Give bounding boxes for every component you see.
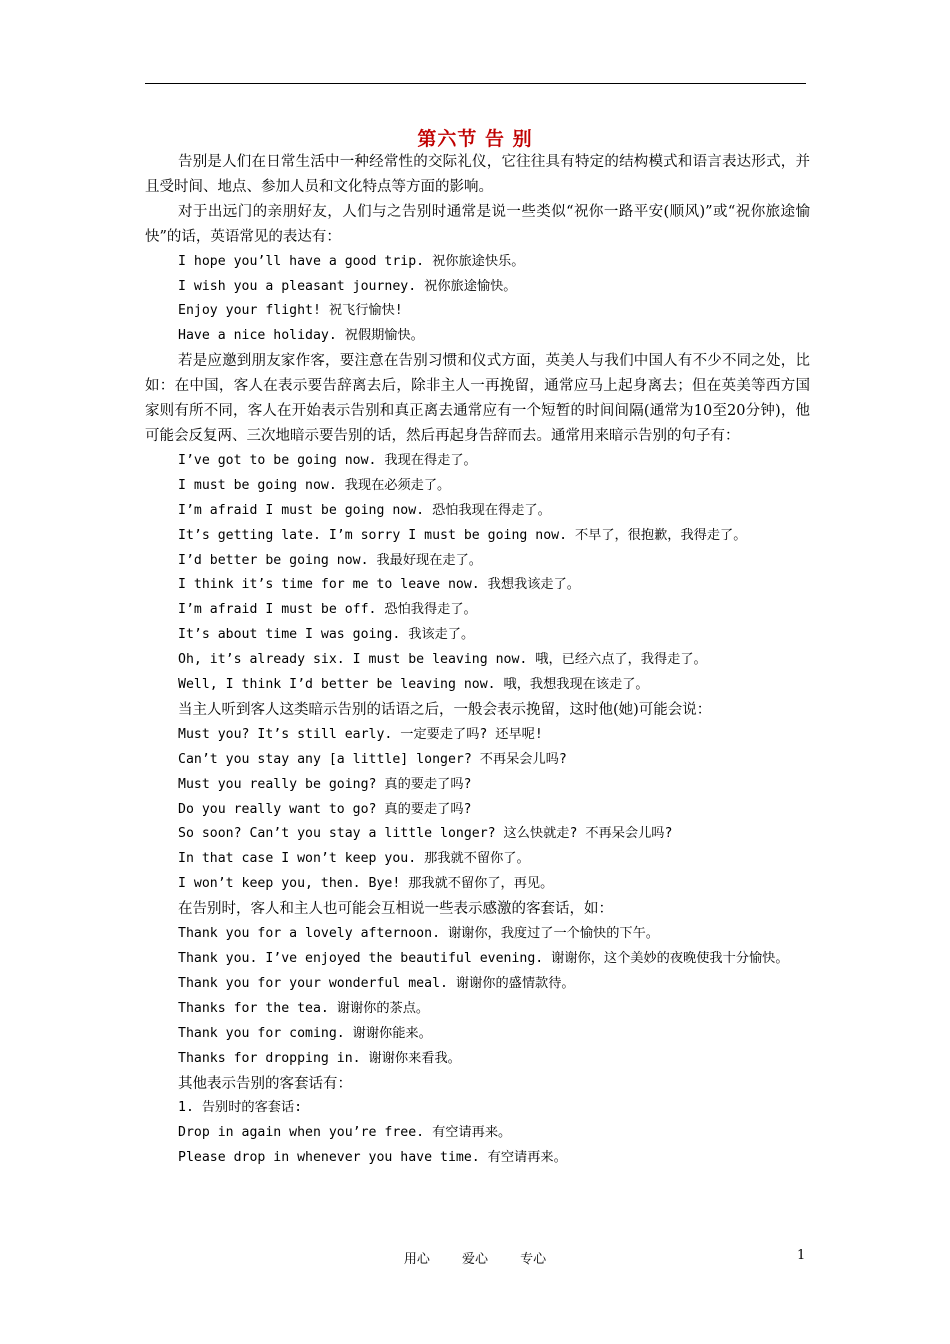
host-reply: Must you? It’s still early. 一定要走了吗? 还早呢! xyxy=(178,726,543,742)
document-body xyxy=(145,150,810,1171)
thanks-phrase: Thanks for the tea. 谢谢你的茶点。 xyxy=(178,1000,430,1016)
hint-phrase: I think it’s time for me to leave now. 我想我该走了。 xyxy=(178,577,580,593)
hint-phrase: It’s about time I was going. 我该走了。 xyxy=(178,627,475,643)
footer-word: 爱心 xyxy=(461,1252,488,1267)
host-paragraph: 当主人听到客人这类暗示告别的话语之后，一般会表示挽留，这时他(她)可能会说： xyxy=(178,701,712,718)
footer-word: 用心 xyxy=(403,1252,430,1267)
farewell-phrase: Drop in again when you’re free. 有空请再来。 xyxy=(178,1125,512,1141)
thanks-phrase: Thanks for dropping in. 谢谢你来看我。 xyxy=(178,1050,461,1066)
host-reply: In that case I won’t keep you. 那我就不留你了。 xyxy=(178,851,530,867)
page-title: 第六节 告 别 xyxy=(417,128,533,150)
hint-phrase: Oh, it’s already six. I must be leaving now. 哦，已经六点了，我得走了。 xyxy=(178,652,707,668)
thanks-phrase: Thank you for coming. 谢谢你能来。 xyxy=(178,1025,432,1041)
hint-phrase: I’ve got to be going now. 我现在得走了。 xyxy=(178,452,477,468)
hint-phrase: Well, I think I’d better be leaving now. 哦，我想我现在该走了。 xyxy=(178,677,649,693)
header-rule xyxy=(145,83,806,84)
section-heading: 1. 告别时的客套话: xyxy=(178,1100,303,1116)
footer-motto xyxy=(0,1248,950,1267)
page-number: 1 xyxy=(797,1248,806,1263)
host-reply: I won’t keep you, then. Bye! 那我就不留你了，再见。 xyxy=(178,876,554,892)
farewell-phrase: Please drop in whenever you have time. 有空请再来。 xyxy=(178,1150,567,1166)
hint-phrase: I’d better be going now. 我最好现在走了。 xyxy=(178,552,482,568)
trip-phrase: I wish you a pleasant journey. 祝你旅途愉快。 xyxy=(178,278,517,294)
host-reply: So soon? Can’t you stay a little longer? 这么快就走? 不再呆会儿吗? xyxy=(178,826,673,842)
hint-phrase: It’s getting late. I’m sorry I must be going now. 不早了，很抱歉，我得走了。 xyxy=(178,527,747,543)
visit-paragraph: 若是应邀到朋友家作客，要注意在告别习惯和仪式方面，英美人与我们中国人有不少不同之处，比如：在中国，客人在表示要告辞离去后，除非主人一再挽留，通常应马上起身离去；但在英美等西方国家则有所不同，客人在开始表示告别和真正离去通常应有一个短暂的时间间隔(通常为10至20分钟)，他可能会反复两、三次地暗示要告别的话，然后再起身告辞而去。通常用来暗示告别的句子有： xyxy=(145,353,810,444)
hint-phrase: I’m afraid I must be going now. 恐怕我现在得走了。 xyxy=(178,502,551,518)
thanks-phrase: Thank you for a lovely afternoon. 谢谢你，我度过了一个愉快的下午。 xyxy=(178,926,659,942)
host-reply: Must you really be going? 真的要走了吗? xyxy=(178,776,472,792)
other-paragraph: 其他表示告别的客套话有： xyxy=(178,1075,352,1092)
thanks-phrase: Thank you. I’ve enjoyed the beautiful evening. 谢谢你，这个美妙的夜晚使我十分愉快。 xyxy=(178,951,789,966)
intro-paragraph-2: 对于出远门的亲朋好友，人们与之告别时通常是说一些类似“祝你一路平安(顺风)”或“祝你旅途愉快”的话，英语常见的表达有： xyxy=(145,203,810,245)
hint-phrase: I’m afraid I must be off. 恐怕我得走了。 xyxy=(178,602,477,618)
trip-phrase: I hope you’ll have a good trip. 祝你旅途快乐。 xyxy=(178,253,525,269)
trip-phrase: Have a nice holiday. 祝假期愉快。 xyxy=(178,328,424,344)
host-reply: Can’t you stay any [a little] longer? 不再呆会儿吗? xyxy=(178,751,567,767)
thanks-phrase: Thank you for your wonderful meal. 谢谢你的盛情款待。 xyxy=(178,975,575,991)
trip-phrase: Enjoy your flight! 祝飞行愉快! xyxy=(178,303,403,319)
thanks-paragraph: 在告别时，客人和主人也可能会互相说一些表示感激的客套话，如： xyxy=(178,901,613,918)
host-reply: Do you really want to go? 真的要走了吗? xyxy=(178,801,472,817)
hint-phrase: I must be going now. 我现在必须走了。 xyxy=(178,477,451,493)
footer-word: 专心 xyxy=(520,1252,547,1267)
intro-paragraph-1: 告别是人们在日常生活中一种经常性的交际礼仪，它往往具有特定的结构模式和语言表达形式，并且受时间、地点、参加人员和文化特点等方面的影响。 xyxy=(145,154,810,195)
